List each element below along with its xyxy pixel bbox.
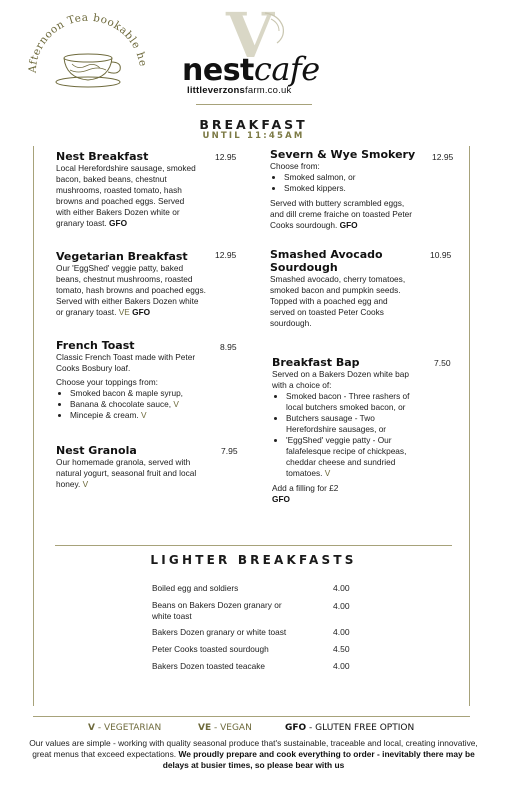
item-description <box>56 163 201 229</box>
table-row-price: 4.00 <box>333 583 350 593</box>
bullet-text: Smoked kippers. <box>284 183 346 193</box>
menu-item <box>56 150 201 229</box>
item-desc-text: Our 'EggShed' veggie patty, baked beans, chestnut mushrooms, roasted tomato, hash browns and poached eggs. Served with either Bakers Dozen white or granary toast. <box>56 263 206 317</box>
gfo-tag: GFO <box>339 220 358 230</box>
v-tag: V <box>82 479 89 489</box>
menu-item <box>270 148 420 231</box>
addon-text: Add a filling for £2 <box>272 483 339 493</box>
menu-item <box>56 444 206 490</box>
gfo-tag: GFO <box>109 218 128 228</box>
legend-gfo-code: GFO <box>285 723 307 733</box>
list-item <box>286 435 420 479</box>
item-name: French Toast <box>56 339 135 352</box>
item-name: Nest Granola <box>56 444 137 457</box>
item-description: Smashed avocado, cherry tomatoes, smoked bacon and pumpkin seeds. Topped with a poached egg and served on toasted Peter Cooks sourdough. <box>270 274 406 328</box>
table-row-price: 4.00 <box>333 627 350 637</box>
item-desc-text: Local Herefordshire sausage, smoked bacon, baked beans, chestnut mushrooms, roasted tomato, hash browns and poached eggs. Served with either Bakers Dozen white or granary toast. <box>56 163 196 228</box>
gfo-tag: GFO <box>272 494 290 504</box>
brand-logo <box>182 50 320 88</box>
list-item <box>70 399 206 410</box>
item-price: 12.95 <box>215 250 237 260</box>
header-rule <box>196 104 312 105</box>
table-row-item: Bakers Dozen granary or white toast <box>152 627 287 637</box>
item-price: 8.95 <box>220 342 237 352</box>
url-bold: littleverzons <box>187 85 246 96</box>
choose-label: Choose from: <box>270 161 320 171</box>
bullet-text: Smoked salmon, or <box>284 172 356 182</box>
item-name: Vegetarian Breakfast <box>56 250 188 263</box>
bullet-text: Smoked bacon - Three rashers of local butchers smoked bacon, or <box>286 391 410 412</box>
item-price: 12.95 <box>215 152 237 162</box>
item-price: 12.95 <box>432 152 454 162</box>
list-item <box>284 183 420 194</box>
topping-list <box>56 388 206 421</box>
list-item <box>286 391 420 413</box>
list-item <box>286 413 420 435</box>
footer-rule <box>33 716 470 717</box>
table-row-price: 4.00 <box>333 661 350 671</box>
legend-ve-code: VE <box>198 723 212 733</box>
item-price: 10.95 <box>430 250 452 260</box>
legend-gfo <box>285 723 414 733</box>
choose-label: Choose your toppings from: <box>56 377 158 387</box>
url-light: farm.co.uk <box>245 85 292 96</box>
menu-item <box>56 250 208 318</box>
v-tag: V <box>141 410 147 420</box>
v-tag: V <box>324 468 331 478</box>
ve-tag: VE <box>118 307 130 317</box>
afternoon-tea-stamp <box>22 12 152 92</box>
left-border <box>33 146 34 706</box>
teacup-icon <box>22 12 152 92</box>
table-row-item: Boiled egg and soldiers <box>152 583 239 593</box>
legend-v-code: V <box>88 723 95 733</box>
item-name: Breakfast Bap <box>272 356 360 369</box>
item-description: Classic French Toast made with Peter Cooks Bosbury loaf. <box>56 352 196 373</box>
gfo-tag: GFO <box>132 307 151 317</box>
table-row-item: Peter Cooks toasted sourdough <box>152 644 269 654</box>
bullet-text: 'EggShed' veggie patty - Our falafelesque recipe of chickpeas, cheddar cheese and sundried tomatoes. <box>286 435 407 478</box>
item-desc-text: Served with buttery scrambled eggs, and dill creme fraiche on toasted Peter Cooks sourdough. <box>270 198 413 230</box>
item-desc-text: Our homemade granola, served with natural yogurt, seasonal fruit and local honey. <box>56 457 197 489</box>
section-title: LIGHTER BREAKFASTS <box>150 553 357 567</box>
item-description <box>56 263 208 318</box>
item-description <box>270 198 420 231</box>
v-tag: V <box>173 399 179 409</box>
bullet-text: Banana & chocolate sauce, <box>70 399 172 409</box>
bullet-text: Smoked bacon & maple syrup, <box>70 388 183 398</box>
menu-item <box>272 356 420 505</box>
right-border <box>469 146 470 706</box>
stamp-text: Afternoon Tea bookable he <box>26 12 149 74</box>
legend-gfo-text: - GLUTEN FREE OPTION <box>306 723 415 733</box>
legend-ve <box>198 723 252 733</box>
section-rule <box>55 545 452 546</box>
item-description: Served on a Bakers Dozen white bap with a choice of: <box>272 369 409 390</box>
item-name: Nest Breakfast <box>56 150 149 163</box>
list-item <box>284 172 420 183</box>
menu-item <box>56 339 206 421</box>
legend-v <box>88 723 161 733</box>
table-row-price: 4.50 <box>333 644 350 654</box>
brand-nest: nest <box>182 53 254 88</box>
table-row-item: Bakers Dozen toasted teacake <box>152 661 265 671</box>
brand-cafe: cafe <box>253 50 320 88</box>
filling-list <box>272 391 420 479</box>
item-description <box>56 457 206 490</box>
bullet-text: Mincepie & cream. <box>70 410 139 420</box>
footer-notice: We proudly prepare and cook everything to order - inevitably there may be delays at busier times, so please bear with us <box>162 749 475 770</box>
bullet-text: Butchers sausage - Two Herefordshire sausages, or <box>286 413 387 434</box>
table-row-price: 4.00 <box>333 601 350 611</box>
page-title: BREAKFAST <box>199 117 308 132</box>
item-name: Smashed Avocado Sourdough <box>270 248 383 274</box>
item-price: 7.95 <box>221 446 238 456</box>
table-row-item: Beans on Bakers Dozen granary or white toast <box>152 600 282 621</box>
page-subtitle: UNTIL 11:45AM <box>202 131 305 141</box>
legend-ve-text: - VEGAN <box>211 723 252 733</box>
watermark-letter: V <box>225 5 275 65</box>
website-url <box>187 85 291 96</box>
list-item <box>70 410 206 421</box>
item-name: Severn & Wye Smokery <box>270 148 416 161</box>
item-price: 7.50 <box>434 358 451 368</box>
footer-values: Our values are simple - working with quality seasonal produce that's sustainable, traceable and local, creating innovative, great menus that exceed expectations. <box>29 738 478 759</box>
option-list <box>270 172 420 194</box>
footer-text <box>20 738 487 771</box>
menu-item <box>270 248 410 329</box>
legend-v-text: - VEGETARIAN <box>94 723 162 733</box>
list-item <box>70 388 206 399</box>
